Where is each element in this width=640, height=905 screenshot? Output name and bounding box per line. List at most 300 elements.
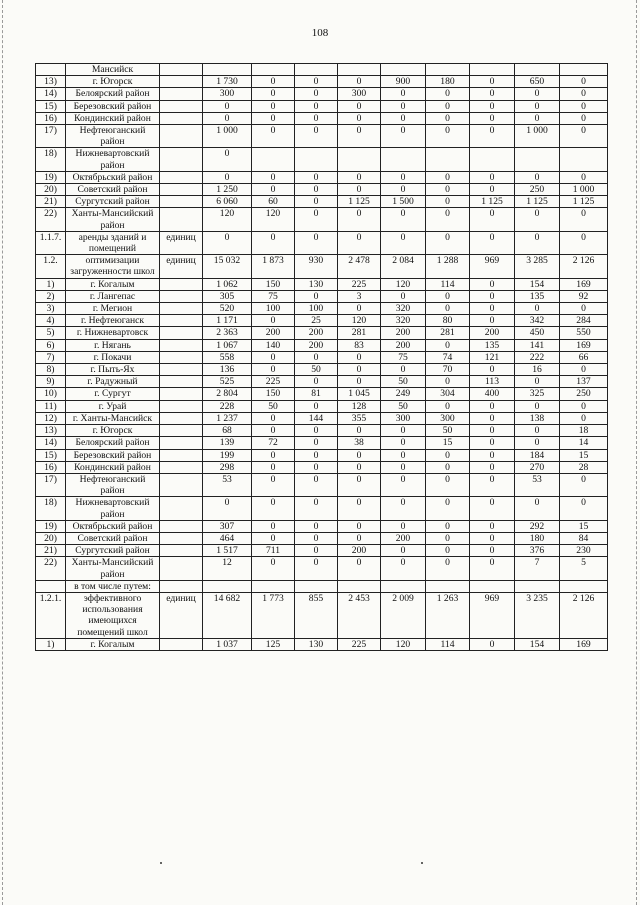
value-cell: 0 [470,125,515,148]
value-cell: 6 060 [203,196,252,208]
table-row [36,400,608,412]
row-unit-cell [160,557,203,580]
value-cell: 0 [338,351,381,363]
value-cell: 7 [515,557,560,580]
value-cell: 60 [252,196,295,208]
row-name-cell: г. Ханты-Мансийск [66,412,160,424]
table-row [36,327,608,339]
row-number-cell [36,64,66,76]
value-cell: 120 [338,315,381,327]
value-cell: 28 [560,461,608,473]
value-cell: 0 [470,638,515,650]
value-cell: 0 [381,437,426,449]
row-unit-cell [160,449,203,461]
value-cell: 376 [515,545,560,557]
value-cell: 144 [295,412,338,424]
value-cell: 92 [560,290,608,302]
value-cell: 0 [203,231,252,254]
row-unit-cell [160,351,203,363]
value-cell: 0 [560,497,608,520]
value-cell: 1 125 [338,196,381,208]
value-cell: 169 [560,339,608,351]
value-cell: 0 [381,557,426,580]
value-cell: 150 [252,278,295,290]
value-cell: 0 [338,376,381,388]
value-cell: 2 084 [381,255,426,278]
value-cell: 5 [560,557,608,580]
row-name-cell: г. Нижневартовск [66,327,160,339]
value-cell: 0 [338,303,381,315]
value-cell: 0 [381,208,426,231]
row-unit-cell [160,388,203,400]
row-name-cell: г. Сургут [66,388,160,400]
row-unit-cell [160,532,203,544]
value-cell: 0 [470,532,515,544]
value-cell: 1 000 [203,125,252,148]
row-unit-cell [160,638,203,650]
row-name-cell: Нефтеюганский район [66,125,160,148]
value-cell: 0 [252,171,295,183]
value-cell: 298 [203,461,252,473]
value-cell: 281 [338,327,381,339]
value-cell: 450 [515,327,560,339]
value-cell [252,580,295,592]
value-cell: 200 [295,327,338,339]
row-number-cell: 22) [36,208,66,231]
data-table [35,63,608,651]
row-unit-cell [160,125,203,148]
value-cell [203,580,252,592]
value-cell: 0 [252,231,295,254]
value-cell: 3 [338,290,381,302]
value-cell: 1 000 [515,125,560,148]
value-cell: 292 [515,520,560,532]
value-cell: 200 [338,545,381,557]
value-cell: 0 [338,231,381,254]
row-number-cell: 7) [36,351,66,363]
row-number-cell: 14) [36,437,66,449]
value-cell: 0 [381,171,426,183]
table-row [36,208,608,231]
value-cell: 2 804 [203,388,252,400]
table-row [36,184,608,196]
row-number-cell: 20) [36,532,66,544]
row-unit-cell: единиц [160,592,203,638]
row-unit-cell [160,171,203,183]
table-row [36,473,608,496]
row-name-cell: г. Радужный [66,376,160,388]
row-unit-cell [160,278,203,290]
value-cell: 0 [470,112,515,124]
value-cell: 0 [560,400,608,412]
value-cell: 0 [426,557,470,580]
value-cell: 14 682 [203,592,252,638]
value-cell: 15 [560,449,608,461]
value-cell: 300 [338,88,381,100]
value-cell: 72 [252,437,295,449]
value-cell: 0 [381,184,426,196]
value-cell: 0 [470,497,515,520]
scan-edge-right [636,0,638,905]
row-number-cell: 20) [36,184,66,196]
value-cell: 1 125 [560,196,608,208]
value-cell: 342 [515,315,560,327]
value-cell: 0 [426,303,470,315]
row-unit-cell [160,327,203,339]
row-name-cell: г. Покачи [66,351,160,363]
value-cell: 250 [560,388,608,400]
value-cell: 0 [295,497,338,520]
value-cell: 0 [295,545,338,557]
value-cell: 0 [470,290,515,302]
value-cell: 0 [381,364,426,376]
value-cell: 2 126 [560,255,608,278]
table-row [36,100,608,112]
value-cell: 70 [426,364,470,376]
value-cell: 0 [515,88,560,100]
value-cell: 2 126 [560,592,608,638]
value-cell: 0 [515,425,560,437]
value-cell: 0 [295,520,338,532]
value-cell: 307 [203,520,252,532]
value-cell: 120 [203,208,252,231]
value-cell [252,64,295,76]
value-cell: 0 [295,100,338,112]
value-cell [295,64,338,76]
value-cell [560,580,608,592]
value-cell: 711 [252,545,295,557]
value-cell: 1 263 [426,592,470,638]
row-unit-cell [160,148,203,171]
value-cell: 0 [295,88,338,100]
value-cell: 0 [295,473,338,496]
value-cell: 225 [252,376,295,388]
value-cell: 2 478 [338,255,381,278]
table-row [36,339,608,351]
value-cell: 0 [515,497,560,520]
value-cell: 1 125 [515,196,560,208]
value-cell: 75 [381,351,426,363]
row-unit-cell [160,473,203,496]
value-cell: 121 [470,351,515,363]
value-cell: 0 [470,315,515,327]
value-cell: 138 [515,412,560,424]
table-row [36,638,608,650]
value-cell: 225 [338,278,381,290]
value-cell [470,580,515,592]
value-cell [515,148,560,171]
row-name-cell: Мансийск [66,64,160,76]
value-cell [252,148,295,171]
row-name-cell: эффективного использования имеющихся помещений школ [66,592,160,638]
row-name-cell: г. Когалым [66,638,160,650]
row-unit-cell [160,425,203,437]
value-cell: 0 [295,112,338,124]
value-cell: 0 [560,112,608,124]
row-unit-cell [160,497,203,520]
value-cell: 0 [470,412,515,424]
value-cell: 1 171 [203,315,252,327]
value-cell: 464 [203,532,252,544]
value-cell: 0 [426,88,470,100]
page-number: 108 [311,27,329,39]
value-cell: 0 [470,473,515,496]
value-cell: 141 [515,339,560,351]
table-row [36,290,608,302]
value-cell: 1 773 [252,592,295,638]
value-cell: 305 [203,290,252,302]
row-number-cell: 8) [36,364,66,376]
value-cell: 0 [252,520,295,532]
value-cell: 136 [203,364,252,376]
value-cell: 0 [252,557,295,580]
value-cell: 270 [515,461,560,473]
table-row [36,532,608,544]
value-cell: 0 [470,76,515,88]
value-cell: 0 [426,449,470,461]
value-cell: 135 [515,290,560,302]
row-name-cell: оптимизации загруженности школ [66,255,160,278]
value-cell: 80 [426,315,470,327]
row-number-cell: 17) [36,473,66,496]
value-cell: 0 [295,184,338,196]
row-unit-cell [160,376,203,388]
value-cell: 0 [252,100,295,112]
value-cell: 0 [338,532,381,544]
value-cell: 400 [470,388,515,400]
value-cell: 50 [295,364,338,376]
value-cell: 128 [338,400,381,412]
value-cell: 550 [560,327,608,339]
row-unit-cell: единиц [160,231,203,254]
value-cell: 0 [295,532,338,544]
value-cell: 120 [381,638,426,650]
value-cell: 0 [338,473,381,496]
row-unit-cell [160,196,203,208]
value-cell: 130 [295,278,338,290]
value-cell: 0 [560,171,608,183]
value-cell: 228 [203,400,252,412]
value-cell: 1 037 [203,638,252,650]
value-cell: 0 [470,100,515,112]
value-cell: 284 [560,315,608,327]
row-number-cell: 2) [36,290,66,302]
value-cell: 0 [515,303,560,315]
value-cell: 1 288 [426,255,470,278]
row-name-cell: Сургутский район [66,196,160,208]
value-cell: 0 [295,231,338,254]
value-cell: 0 [295,196,338,208]
row-name-cell: Березовский район [66,449,160,461]
value-cell: 139 [203,437,252,449]
value-cell: 200 [381,339,426,351]
row-number-cell: 16) [36,112,66,124]
row-unit-cell: единиц [160,255,203,278]
table-row [36,255,608,278]
table-row [36,461,608,473]
table-row [36,449,608,461]
value-cell: 1 067 [203,339,252,351]
value-cell: 0 [252,473,295,496]
value-cell: 100 [252,303,295,315]
row-number-cell: 1.2.1. [36,592,66,638]
value-cell: 355 [338,412,381,424]
row-name-cell: Березовский район [66,100,160,112]
value-cell: 0 [560,125,608,148]
row-number-cell: 18) [36,497,66,520]
value-cell: 969 [470,592,515,638]
value-cell: 0 [381,497,426,520]
table-row [36,315,608,327]
value-cell: 53 [515,473,560,496]
table-row [36,76,608,88]
value-cell: 0 [252,449,295,461]
value-cell: 0 [295,208,338,231]
row-unit-cell [160,76,203,88]
value-cell: 25 [295,315,338,327]
value-cell: 0 [515,208,560,231]
value-cell: 113 [470,376,515,388]
value-cell: 0 [426,100,470,112]
row-name-cell: г. Урай [66,400,160,412]
value-cell: 50 [381,400,426,412]
row-unit-cell [160,208,203,231]
value-cell: 154 [515,278,560,290]
row-unit-cell [160,437,203,449]
value-cell: 300 [381,412,426,424]
value-cell: 150 [252,388,295,400]
row-number-cell [36,580,66,592]
row-number-cell: 1) [36,638,66,650]
value-cell: 199 [203,449,252,461]
table-row [36,351,608,363]
value-cell: 0 [381,125,426,148]
value-cell [426,148,470,171]
value-cell: 3 285 [515,255,560,278]
value-cell [381,64,426,76]
value-cell: 200 [381,532,426,544]
scan-edge-left [2,0,4,905]
table-row [36,437,608,449]
value-cell: 50 [381,376,426,388]
value-cell: 250 [515,184,560,196]
row-number-cell: 1) [36,278,66,290]
row-name-cell: г. Лангепас [66,290,160,302]
value-cell: 0 [426,231,470,254]
value-cell: 0 [426,461,470,473]
row-unit-cell [160,364,203,376]
row-name-cell: г. Пыть-Ях [66,364,160,376]
value-cell: 125 [252,638,295,650]
row-unit-cell [160,100,203,112]
value-cell: 135 [470,339,515,351]
value-cell: 0 [426,112,470,124]
table-row [36,592,608,638]
value-cell: 0 [426,532,470,544]
value-cell: 525 [203,376,252,388]
value-cell: 0 [470,545,515,557]
value-cell: 0 [252,412,295,424]
value-cell: 0 [338,100,381,112]
value-cell: 0 [426,497,470,520]
value-cell: 0 [203,497,252,520]
value-cell: 1 000 [560,184,608,196]
value-cell: 0 [515,376,560,388]
row-name-cell: Советский район [66,532,160,544]
row-number-cell: 3) [36,303,66,315]
value-cell: 50 [252,400,295,412]
table-row [36,580,608,592]
value-cell [560,148,608,171]
value-cell: 154 [515,638,560,650]
value-cell: 0 [338,520,381,532]
table-row [36,278,608,290]
value-cell: 0 [515,437,560,449]
value-cell: 38 [338,437,381,449]
row-name-cell: г. Югорск [66,425,160,437]
value-cell: 281 [426,327,470,339]
value-cell: 0 [470,425,515,437]
row-number-cell: 5) [36,327,66,339]
value-cell: 0 [470,208,515,231]
row-name-cell: Советский район [66,184,160,196]
table-body [36,64,608,651]
value-cell: 225 [338,638,381,650]
value-cell: 0 [426,184,470,196]
value-cell: 0 [381,112,426,124]
value-cell [381,148,426,171]
row-unit-cell [160,580,203,592]
value-cell: 1 500 [381,196,426,208]
value-cell: 0 [470,278,515,290]
value-cell [426,64,470,76]
value-cell: 249 [381,388,426,400]
value-cell [338,580,381,592]
table-row [36,425,608,437]
row-number-cell: 1.2. [36,255,66,278]
row-name-cell: Нижневартовский район [66,497,160,520]
value-cell: 0 [338,425,381,437]
value-cell: 0 [338,449,381,461]
value-cell [515,580,560,592]
value-cell: 0 [560,364,608,376]
value-cell: 0 [426,196,470,208]
value-cell: 0 [381,473,426,496]
value-cell: 0 [470,184,515,196]
row-name-cell: Кондинский район [66,112,160,124]
value-cell: 53 [203,473,252,496]
value-cell: 140 [252,339,295,351]
value-cell: 81 [295,388,338,400]
value-cell: 0 [470,400,515,412]
table-row [36,231,608,254]
value-cell: 0 [252,112,295,124]
value-cell: 0 [381,449,426,461]
value-cell: 66 [560,351,608,363]
value-cell: 304 [426,388,470,400]
value-cell: 520 [203,303,252,315]
value-cell: 114 [426,638,470,650]
row-name-cell: Ханты-Мансийский район [66,557,160,580]
value-cell: 325 [515,388,560,400]
table-row [36,303,608,315]
row-number-cell: 12) [36,412,66,424]
value-cell: 0 [515,100,560,112]
value-cell [426,580,470,592]
value-cell: 0 [426,171,470,183]
value-cell: 15 032 [203,255,252,278]
value-cell: 68 [203,425,252,437]
